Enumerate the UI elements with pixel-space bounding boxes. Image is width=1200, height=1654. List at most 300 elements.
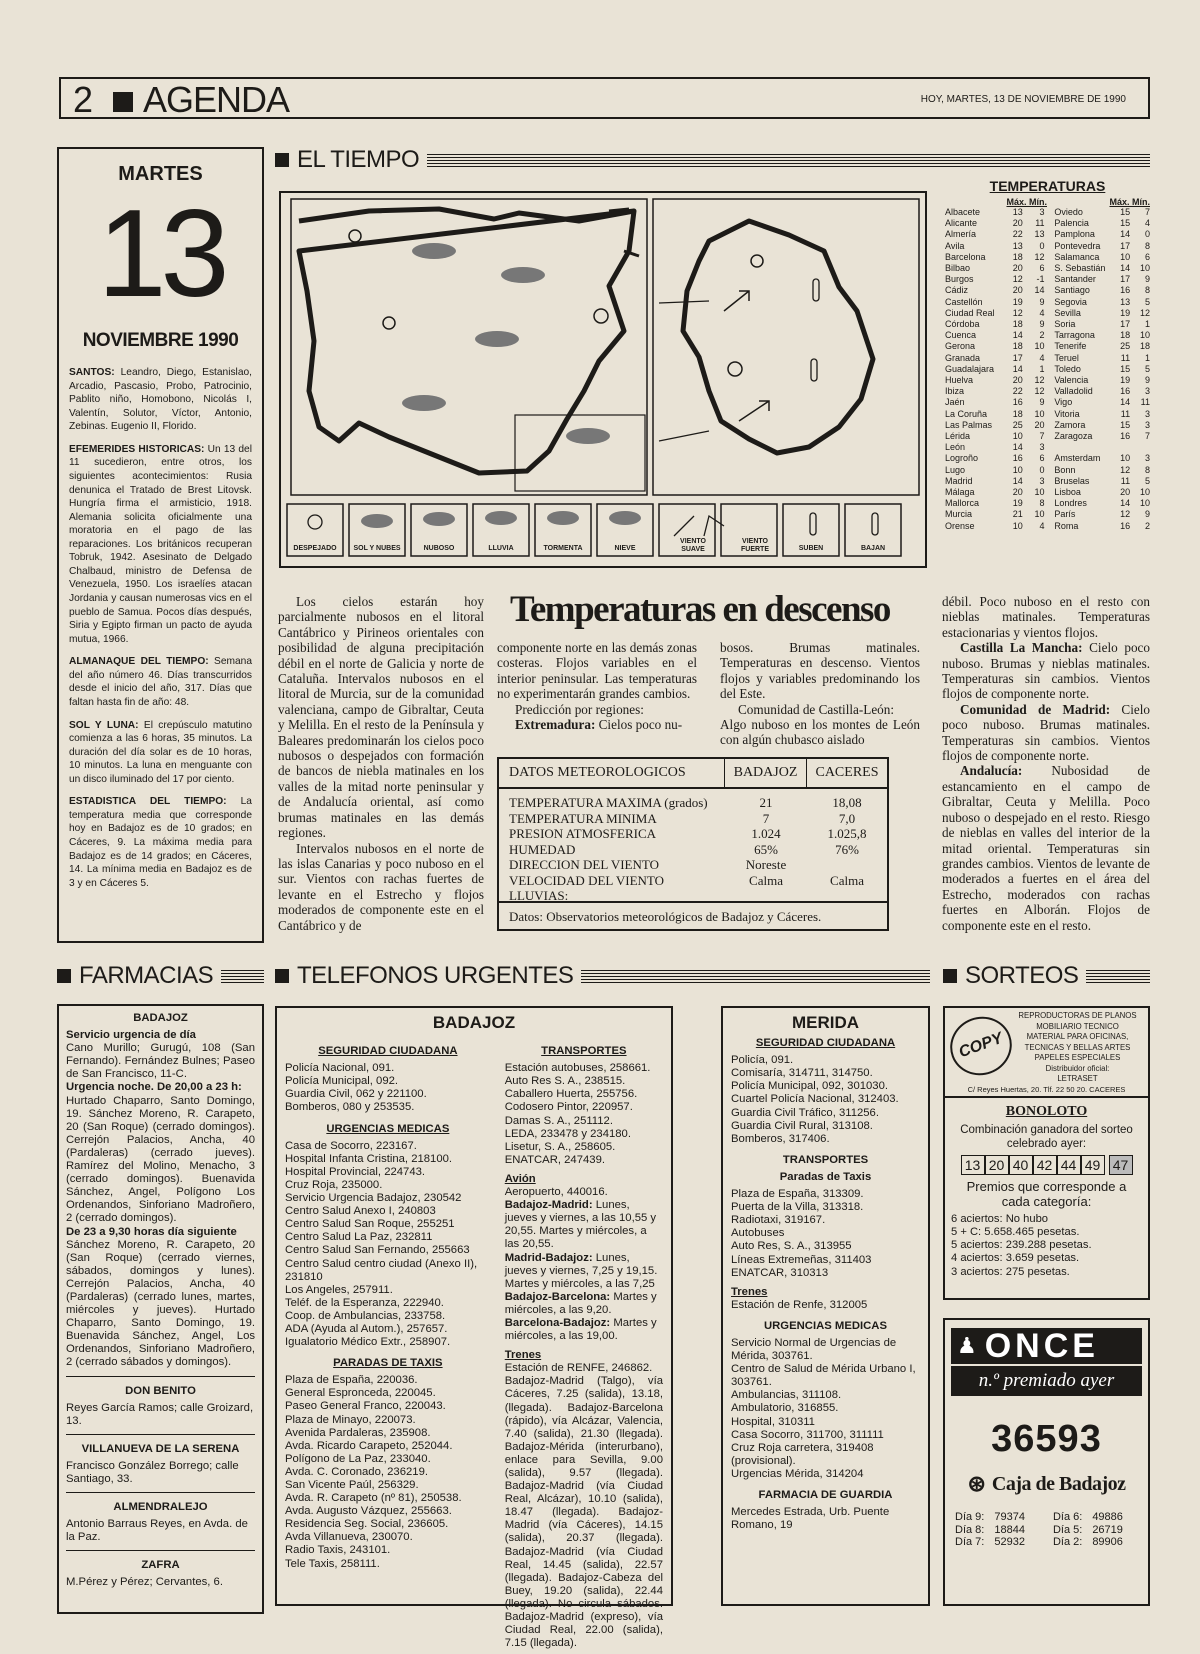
farmacias-header: FARMACIAS xyxy=(57,962,264,990)
dias-cell: Día 8: xyxy=(955,1523,985,1536)
list-item: ENATCAR, 310313 xyxy=(731,1266,829,1279)
farmacias-don-benito: DON BENITO xyxy=(125,1384,196,1397)
temp-cell: 2 xyxy=(1039,330,1045,341)
datos-badajoz: 7 xyxy=(762,810,770,826)
bonoloto-title: BONOLOTO xyxy=(1005,1103,1088,1119)
bonoloto-number: 47 xyxy=(1109,1155,1133,1175)
temp-cell: 14 xyxy=(1120,229,1131,240)
temp-cell: S. Sebastián xyxy=(1054,263,1106,274)
once-logo-icon: ♟ xyxy=(957,1333,977,1358)
list-item: Centro de Salud de Mérida Urbano I, 303761. xyxy=(731,1363,916,1389)
temp-gap xyxy=(1045,465,1055,476)
temp-cell: 13 xyxy=(1034,229,1045,240)
list-item: 5 aciertos: 239.288 pesetas. xyxy=(951,1239,1092,1252)
bonoloto-number: 42 xyxy=(1033,1155,1057,1175)
temp-cell: Roma xyxy=(1054,520,1079,531)
temp-cell: Vitoria xyxy=(1054,408,1080,419)
list-item: Policía Municipal, 092. xyxy=(285,1075,399,1088)
temp-cell: Madrid xyxy=(945,475,973,486)
datos-row xyxy=(499,795,887,811)
temp-cell: 1 xyxy=(1144,352,1150,363)
list-item: Bomberos, 317406. xyxy=(731,1132,830,1145)
temp-gap xyxy=(1045,431,1055,442)
temp-gap xyxy=(1045,297,1055,308)
temp-cell: Salamanca xyxy=(1054,251,1100,262)
weather-section-title: EL TIEMPO xyxy=(297,146,420,173)
temp-cell: 18 xyxy=(1012,251,1023,262)
list-item: Avda Villanueva, 230070. xyxy=(285,1531,413,1544)
temperatures-header: Máx. Mín. Máx. Mín. xyxy=(1006,197,1150,207)
temp-cell: Tenerife xyxy=(1054,341,1087,352)
temp-cell: Lisboa xyxy=(1054,487,1081,498)
temp-gap xyxy=(1045,274,1055,285)
datos-label: DIRECCION DEL VIENTO xyxy=(509,857,659,872)
temp-cell: Bonn xyxy=(1054,464,1076,475)
temp-row xyxy=(945,207,1150,218)
temp-cell: Granada xyxy=(945,352,981,363)
temp-cell: 10 xyxy=(1139,487,1150,498)
temp-cell xyxy=(1110,442,1130,453)
dias-cell: 52932 xyxy=(994,1536,1025,1548)
list-item: Auto Res, S. A., 313955 xyxy=(731,1240,852,1253)
dias-cell: 49886 xyxy=(1092,1511,1123,1523)
list-item: Hospital, 310311 xyxy=(731,1415,815,1428)
list-item: Polígono de La Paz, 233040. xyxy=(285,1452,431,1465)
temp-cell: 18 xyxy=(1012,408,1023,419)
dias-cell: 79374 xyxy=(994,1511,1025,1523)
temp-cell: Murcia xyxy=(945,509,973,520)
temp-gap xyxy=(1045,218,1055,229)
temp-cell: 17 xyxy=(1012,352,1023,363)
temp-cell: Ciudad Real xyxy=(945,307,995,318)
temp-cell: Barcelona xyxy=(945,251,986,262)
temp-cell: 12 xyxy=(1012,307,1023,318)
temp-cell: 10 xyxy=(1139,330,1150,341)
dias-cell: Día 5: xyxy=(1052,1523,1083,1536)
telefonos-merida-box: MERIDA SEGURIDAD CIUDADANA Policía, 091. Comisaría, 314711, 314750. Policía Municipal, 092, 301030. Cuartel Policía Nacional, 312403. Guardia Civil Tráfico, 311256. Guardia Civil Rural, 313108. Bomberos, 317406. TRANSPORTES Paradas de Taxis Plaza de España, 313309. Puerta de la Villa, 313318. Radiotaxi, 319167. Autobuses Auto Res, S. A., 313955 Líneas Extremeñas, 311403 ENATCAR, 310313 Trenes Estación de Renfe, 312005 URGENCIAS MEDICAS Servicio Normal de Urgencias de Mérida, 303761. Centro de Salud de Mérida Urbano I, 303761. Ambulancias, 311108. Ambulatorio, 316855. Hospital, 310311 Casa Socorro, 311700, 311111 Cruz Roja carretera, 319408 (provisional). Urgencias Mérida, 314204 FARMACIA DE GUARDIA Mercedes Estrada, Urb. Puente Romano, 19 xyxy=(721,1006,930,1606)
temp-cell: 12 xyxy=(1139,307,1150,318)
temp-gap xyxy=(1045,207,1055,218)
list-item: Lisetur, S. A., 258605. xyxy=(504,1140,616,1153)
weather-section-header xyxy=(275,146,1150,174)
temp-cell: Ibiza xyxy=(945,386,965,397)
temp-gap xyxy=(1045,375,1055,386)
temp-cell: 10 xyxy=(1120,251,1131,262)
list-item: 3 aciertos: 275 pesetas. xyxy=(951,1265,1070,1278)
temp-cell: 9 xyxy=(1039,319,1045,330)
once-banner xyxy=(951,1328,1142,1364)
farmacias-zafra: ZAFRA xyxy=(141,1559,180,1572)
temp-row xyxy=(945,297,1150,308)
list-item: Urgencias Mérida, 314204 xyxy=(731,1467,864,1480)
santos-paragraph: SANTOS: Leandro, Diego, Estanislao, Arcadio, Pascasio, Probo, Patrocinio, Pablito niño, Homobono, Nicolás I, Valentín, Solutor, Víctor, Antonio, Zebinas. Eugenio II, Florido. xyxy=(69,367,252,433)
farmacias-almendralejo: ALMENDRALEJO xyxy=(113,1501,208,1514)
temp-row xyxy=(945,498,1150,509)
temp-row xyxy=(945,431,1150,442)
list-item: Centro Salud San Roque, 255251 xyxy=(285,1218,455,1231)
temp-cell: 15 xyxy=(1120,218,1131,229)
datos-caceres: 18,08 xyxy=(832,795,862,810)
bonoloto-number: 40 xyxy=(1009,1155,1033,1175)
temp-cell: Castellón xyxy=(945,296,983,307)
temp-gap xyxy=(1045,364,1055,375)
temp-cell: Lérida xyxy=(945,431,971,442)
temp-cell: Toledo xyxy=(1054,363,1081,374)
temp-cell: 17 xyxy=(1120,319,1131,330)
copy-ad-address: C/ Reyes Huertas, 20. Tlf. 22 50 20. CACERES xyxy=(945,1085,1148,1098)
once-box xyxy=(943,1318,1150,1606)
list-item: Radio Taxis, 243101. xyxy=(285,1544,391,1557)
list-item: Tele Taxis, 258111. xyxy=(285,1557,380,1570)
temp-cell: 10 xyxy=(1012,431,1023,442)
list-item: Estación autobuses, 258661. xyxy=(504,1062,651,1075)
list-item: Avda. Ricardo Carapeto, 252044. xyxy=(285,1439,453,1452)
once-title: ONCE xyxy=(984,1326,1099,1365)
temp-cell: 11 xyxy=(1140,397,1150,408)
month-year: NOVIEMBRE 1990 xyxy=(82,330,239,351)
temp-row xyxy=(945,274,1150,285)
temp-cell: 22 xyxy=(1012,229,1023,240)
temp-gap xyxy=(1045,420,1055,431)
list-item: MOBILIARIO TECNICO xyxy=(1036,1021,1119,1031)
temp-cell: Bruselas xyxy=(1054,475,1090,486)
list-item: ADA (Ayuda al Autom.), 257657. xyxy=(285,1322,448,1335)
datos-badajoz: 21 xyxy=(759,795,773,810)
temp-cell: La Coruña xyxy=(945,408,988,419)
temp-cell: 13 xyxy=(1012,207,1023,217)
list-item: Radiotaxi, 319167. xyxy=(731,1214,826,1227)
list-item: Servicio Urgencia Badajoz, 230542 xyxy=(285,1192,462,1205)
temp-row xyxy=(945,353,1150,364)
temp-cell: 4 xyxy=(1039,352,1045,363)
temp-cell: 12 xyxy=(1120,464,1131,475)
temp-cell: 11 xyxy=(1035,218,1045,229)
list-item: Ambulatorio, 316855. xyxy=(731,1402,839,1415)
list-item: Plaza de España, 220036. xyxy=(285,1374,418,1387)
svg-text:FUERTE: FUERTE xyxy=(741,546,769,553)
datos-badajoz: Calma xyxy=(749,872,783,888)
temp-row xyxy=(945,397,1150,408)
list-item: Avda. C. Coronado, 236219. xyxy=(285,1465,428,1478)
temp-row xyxy=(945,285,1150,296)
temp-gap xyxy=(1045,498,1055,509)
dias-row xyxy=(955,1524,1133,1537)
dias-cell: Día 9: xyxy=(955,1511,985,1523)
temp-cell: 14 xyxy=(1012,330,1023,341)
temp-cell: Jaén xyxy=(945,397,965,408)
temp-cell: 14 xyxy=(1034,285,1045,296)
temp-cell: 19 xyxy=(1120,375,1131,386)
temp-cell: 19 xyxy=(1012,498,1023,509)
temp-cell: Huelva xyxy=(945,375,974,386)
datos-caceres: 1.025,8 xyxy=(827,826,867,841)
list-item: Servicio Normal de Urgencias de Mérida, 303761. xyxy=(731,1336,897,1363)
legend-bajan: BAJAN xyxy=(860,545,886,552)
list-item: Los Angeles, 257911. xyxy=(285,1283,393,1296)
list-item: Damas S. A., 251112. xyxy=(504,1114,613,1127)
temp-cell: 0 xyxy=(1039,240,1045,251)
weather-map xyxy=(279,191,927,568)
temp-row xyxy=(945,509,1150,520)
temp-cell: 15 xyxy=(1120,207,1131,217)
temp-gap xyxy=(1045,487,1055,498)
temperatures-table xyxy=(945,178,1150,532)
temp-row xyxy=(945,386,1150,397)
temp-row xyxy=(945,364,1150,375)
temp-cell: 18 xyxy=(1139,341,1150,352)
temp-gap xyxy=(1045,319,1055,330)
temp-row xyxy=(945,241,1150,252)
temp-row xyxy=(945,521,1150,532)
bonoloto-number: 13 xyxy=(961,1155,985,1175)
temp-cell: 10 xyxy=(1139,498,1150,509)
list-item: General Espronceda, 220045. xyxy=(285,1387,436,1400)
temp-row xyxy=(945,375,1150,386)
temp-cell: 13 xyxy=(1012,240,1023,251)
temp-cell: Valencia xyxy=(1054,375,1089,386)
list-item: 5 + C: 5.658.465 pesetas. xyxy=(951,1225,1080,1238)
telefonos-badajoz-col2: TRANSPORTES Estación autobuses, 258661. Auto Res S. A., 238515. Caballero Huerta, 255756. Codosero Pintor, 220957. Damas S. A., 251112. LEDA, 233478 y 234180. Lisetur, S. A., 258605. ENATCAR, 247439. Avión Aeropuerto, 440016. Badajoz-Madrid: Lunes, jueves y viernes, a las 10,55 y 20,55. Martes y miércoles, a las 20,55. Madrid-Badajoz: Lunes, jueves y viernes, 7,25 y 19,15. Martes y miércoles, a las 7,25 Badajoz-Barcelona: Martes y miércoles, a las 9,20. Barcelona-Badajoz: Martes y miércoles, a las 19,00. Trenes Estación de RENFE, 246862. Badajoz-Madrid (Talgo), vía Cáceres, 7.25 (salida), 13.18, (llegada). Badajoz-Barcelona (rápido), vía Alcázar, Valencia, 7.40 (salida), 21.30 (llegada). Badajoz-Mérida (interurbano), enlace para Sevilla, 9.00 (salida), 9.57 (llegada). Badajoz-Madrid (vía Ciudad Real, Alcázar), 10.10 (salida), 18.47 (llegada). Badajoz-Madrid (vía Cáceres), 14.15 (salida), 20.37 (llegada). Badajoz-Madrid (vía Ciudad Real, 14.45 (salida), 22.57 (llegada). Badajoz-Cabeza del Buey, 19.20 (salida), 22.44 (llegada). No circula sábados. Badajoz-Madrid (expreso), vía Ciudad Real, 22.00 (salida), 7.15 (llegada). xyxy=(504,1045,663,1650)
temp-cell: 16 xyxy=(1120,520,1131,531)
temp-cell: Vigo xyxy=(1054,397,1073,408)
temp-cell: Avila xyxy=(945,240,965,251)
temp-cell: 14 xyxy=(1120,263,1131,274)
datos-label: TEMPERATURA MINIMA xyxy=(509,810,657,826)
temp-cell: Tarragona xyxy=(1054,330,1095,341)
legend-nuboso: NUBOSO xyxy=(423,545,455,552)
temp-gap xyxy=(1045,285,1055,296)
square-bullet-icon xyxy=(275,153,289,167)
temp-cell: Santander xyxy=(1054,274,1096,285)
list-item: MATERIAL PARA OFICINAS, xyxy=(1026,1032,1129,1041)
datos-row xyxy=(499,842,887,858)
list-item: Casa Socorro, 311700, 311111 xyxy=(731,1428,884,1441)
list-item: ENATCAR, 247439. xyxy=(504,1153,605,1166)
list-item: Hospital Infanta Cristina, 218100. xyxy=(285,1152,453,1165)
datos-caceres: 76% xyxy=(835,841,859,857)
square-bullet-icon xyxy=(943,969,957,983)
temp-cell: 12 xyxy=(1034,375,1045,386)
datos-label: PRESION ATMOSFERICA xyxy=(509,826,657,841)
temp-cell: 9 xyxy=(1144,375,1150,386)
list-item: LEDA, 233478 y 234180. xyxy=(504,1127,631,1140)
list-item: San Vicente Paúl, 256329. xyxy=(285,1479,419,1491)
temp-row xyxy=(945,330,1150,341)
temp-cell: 17 xyxy=(1120,240,1131,251)
dias-cell: Día 2: xyxy=(1052,1536,1083,1548)
temp-gap xyxy=(1045,521,1055,532)
temp-cell: 12 xyxy=(1012,274,1023,285)
temp-cell: Soria xyxy=(1054,319,1076,330)
temp-cell: 6 xyxy=(1039,263,1045,274)
temp-cell xyxy=(1054,442,1110,453)
legend-suben: SUBEN xyxy=(798,545,824,552)
temp-row xyxy=(945,229,1150,240)
temp-cell: Cádiz xyxy=(945,285,969,296)
temp-gap xyxy=(1045,397,1055,408)
temp-cell: 16 xyxy=(1012,453,1023,464)
caja-badajoz-logo: ⊛ Caja de Badajoz xyxy=(967,1471,1126,1496)
weather-map-graphic xyxy=(279,191,927,568)
temp-cell: 0 xyxy=(1039,464,1045,475)
temp-row xyxy=(945,409,1150,420)
legend-tormenta: TORMENTA xyxy=(543,545,583,552)
page-number: 2 xyxy=(73,79,94,120)
temp-cell: 9 xyxy=(1039,397,1045,408)
temp-cell: 5 xyxy=(1144,363,1150,374)
temp-cell: Guadalajara xyxy=(945,363,995,374)
temp-cell: 3 xyxy=(1039,207,1045,217)
temp-cell: 11 xyxy=(1120,352,1131,363)
square-bullet-icon xyxy=(275,969,289,983)
list-item: Ambulancias, 311108. xyxy=(731,1389,842,1402)
bonoloto-numbers xyxy=(945,1155,1148,1175)
efemerides-paragraph: EFEMERIDES HISTORICAS: Un 13 del 11 sucedieron, entre otros, los siguientes acontecimientos: Rusia denunica el Tratado de Brest Litovsk. Hungría firma el armisticio, 1918. Alemania solicita oficialmente una moratoria en el pago de las reparaciones. Los británicos recuperan Tobruk, 1942. Asesinato de Delgado Chalbaud, ministro de Defensa de Venezuela, 1950. Los israelíes atacan Jordania y causan numerosas vics en el pueblo de Samua. Pocos días después, Siria y Egipto firman un pacto de ayuda mutua, 1966. xyxy=(69,443,252,645)
temp-cell: 6 xyxy=(1039,453,1045,464)
farmacias-villanueva: VILLANUEVA DE LA SERENA xyxy=(81,1442,240,1455)
day-of-week: MARTES xyxy=(118,163,203,185)
square-bullet-icon xyxy=(113,92,133,112)
svg-text:SUAVE: SUAVE xyxy=(681,546,705,553)
list-item: Guardia Civil, 062 y 221100. xyxy=(285,1088,427,1101)
temp-cell: Amsterdam xyxy=(1054,453,1101,464)
temp-cell: 7 xyxy=(1144,207,1150,217)
temp-cell: 3 xyxy=(1144,408,1150,419)
hatch-rule xyxy=(1086,969,1150,983)
telefonos-merida-title: MERIDA xyxy=(791,1013,860,1032)
list-item: Distribuidor oficial: xyxy=(1045,1063,1110,1073)
temp-cell: 4 xyxy=(1039,520,1045,531)
temp-cell: 4 xyxy=(1144,218,1150,229)
temp-cell: 25 xyxy=(1012,419,1023,430)
temp-cell: 10 xyxy=(1034,487,1045,498)
temp-row xyxy=(945,218,1150,229)
list-item: LETRASET xyxy=(1057,1074,1098,1083)
temp-cell: 16 xyxy=(1012,397,1023,408)
article-col-3: bosos. Brumas matinales. Temperaturas en descenso. Vientos flojos y variables predominando los del Este. Comunidad de Castilla-León: Algo nuboso en los montes de León con algún chubasco aislado xyxy=(720,640,920,748)
list-item: Bomberos, 080 y 253535. xyxy=(285,1101,415,1114)
temp-cell: 13 xyxy=(1120,296,1131,307)
copy-logo: COPY xyxy=(942,1008,1020,1084)
list-item: Caballero Huerta, 255756. xyxy=(504,1088,638,1101)
temp-cell: 18 xyxy=(1012,319,1023,330)
dias-cell: 89906 xyxy=(1092,1536,1123,1548)
datos-caceres: 7,0 xyxy=(838,810,856,826)
temp-cell: 19 xyxy=(1012,296,1023,307)
temp-gap xyxy=(1045,476,1055,487)
square-bullet-icon xyxy=(57,969,71,983)
datos-row xyxy=(499,811,887,827)
temp-gap xyxy=(1045,353,1055,364)
temp-cell: 15 xyxy=(1120,363,1131,374)
temp-cell: 16 xyxy=(1120,386,1131,397)
temp-cell: 7 xyxy=(1144,431,1150,442)
temp-cell: 16 xyxy=(1120,285,1131,296)
hatch-rule xyxy=(221,969,264,983)
bonoloto-text: Combinación ganadora del sorteo celebrado ayer: xyxy=(960,1123,1133,1150)
temp-cell: León xyxy=(945,442,966,453)
temp-cell: Segovia xyxy=(1054,296,1087,307)
temp-cell: 10 xyxy=(1034,341,1045,352)
datos-badajoz: 65% xyxy=(754,841,778,857)
datos-rows xyxy=(499,789,887,904)
temp-cell: Orense xyxy=(945,520,975,531)
list-item: Puerta de la Villa, 313318. xyxy=(731,1201,864,1214)
dias-cell: Día 6: xyxy=(1052,1511,1083,1523)
list-item: Casa de Socorro, 223167. xyxy=(285,1139,417,1152)
masthead xyxy=(59,77,1150,119)
temp-cell: 12 xyxy=(1120,509,1131,520)
hatch-rule xyxy=(427,153,1150,167)
list-item: Paseo General Franco, 220043. xyxy=(285,1400,446,1413)
article-col-2: componente norte en las demás zonas costeras. Flojos variables en el interior peninsular. Las temperaturas no experimentarán grandes cambios. Predicción por regiones: Extremadura: Cielos poco nu- xyxy=(497,640,697,733)
temp-cell: 6 xyxy=(1144,251,1150,262)
temp-cell: 10 xyxy=(1012,464,1023,475)
temp-cell: 14 xyxy=(1012,475,1023,486)
datos-badajoz: Noreste xyxy=(745,857,787,872)
temp-cell: 17 xyxy=(1120,274,1131,285)
temp-cell: Logroño xyxy=(945,453,979,464)
temp-gap xyxy=(1045,252,1055,263)
legend-viento-fuerte: VIENTO xyxy=(742,538,768,545)
temp-row xyxy=(945,476,1150,487)
bonoloto-number: 49 xyxy=(1081,1155,1105,1175)
datos-footer: Datos: Observatorios meteorológicos de Badajoz y Cáceres. xyxy=(499,901,887,929)
temp-cell: Oviedo xyxy=(1054,207,1083,217)
sorteos-box xyxy=(943,1006,1150,1300)
dateline: HOY, MARTES, 13 DE NOVIEMBRE DE 1990 xyxy=(920,94,1126,105)
list-item: Centro Salud centro ciudad (Anexo II), 231810 xyxy=(285,1257,478,1283)
dias-row xyxy=(955,1511,1133,1524)
temp-gap xyxy=(1045,330,1055,341)
day-number: 13 xyxy=(97,185,224,323)
list-item: Avenida Pardaleras, 235908. xyxy=(285,1426,431,1439)
temp-cell: Burgos xyxy=(945,274,974,285)
list-item: Policía Municipal, 092, 301030. xyxy=(731,1080,889,1093)
copy-ad xyxy=(945,1008,1148,1085)
temp-cell: Cuenca xyxy=(945,330,977,341)
list-item: Autobuses xyxy=(731,1227,785,1240)
list-item: Auto Res S. A., 238515. xyxy=(504,1075,626,1088)
temp-cell: 12 xyxy=(1034,251,1045,262)
temp-row xyxy=(945,263,1150,274)
article-col-4: débil. Poco nuboso en el resto con nieblas matinales. Temperaturas estacionarias y vientos flojos. Castilla La Mancha: Cielo poco nuboso. Brumas y nieblas matinales. Temperaturas sin cambios. Vientos flojos de componente norte. Comunidad de Madrid: Cielo poco nuboso. Brumas matinales. Temperaturas sin cambios. Vientos flojos de componente norte. Andalucía: Nubosidad de estancamiento en el campo de Gibraltar, Ceuta y Melilla. Poco nuboso o despejado en el resto. Riesgo de nieblas en valles del interior de la mitad oriental. Temperaturas sin grandes cambios. Vientos de levante de moderados a fuertes en el área del Estrecho, moderados con rachas fuertes en Alborán. Flojos de componente este en el resto. xyxy=(942,594,1151,933)
bonoloto-number: 20 xyxy=(985,1155,1009,1175)
temp-cell: Londres xyxy=(1054,498,1087,509)
dias-cell: 18844 xyxy=(994,1523,1025,1536)
temp-cell: 15 xyxy=(1120,419,1131,430)
temp-cell: 14 xyxy=(1120,397,1131,408)
article-col-1: Los cielos estarán hoy parcialmente nubosos en el litoral Cantábrico y Pirineos orientales con posibilidad de alguna precipitación débil en el norte de Galicia y norte de Cataluña. Intervalos nubosos en el litoral de Murcia, sur de la comunidad valenciana, campo de Gibraltar, Ceuta y Melilla. En el resto de la Península y Baleares predominarán los cielos poco nubosos o despejados con formación de bancos de niebla matinales en los valles de la mitad norte peninsular y de Andalucía oriental, así como brumas matinales en las demás regiones. Intervalos nubosos en el norte de las islas Canarias y poco nuboso en el sur. Vientos con rachas fuertes de levante en el Estrecho y flojos moderados de componente este en el Cantábrico y de xyxy=(278,594,484,933)
list-item: Policía Nacional, 091. xyxy=(285,1062,395,1075)
temp-cell: 10 xyxy=(1012,520,1023,531)
temp-gap xyxy=(1045,229,1055,240)
temp-cell: 5 xyxy=(1144,296,1150,307)
section-title: AGENDA xyxy=(143,79,290,120)
temp-cell: Pamplona xyxy=(1054,229,1095,240)
temp-cell: 20 xyxy=(1012,263,1023,274)
datos-row xyxy=(499,857,887,873)
temp-cell: Valladolid xyxy=(1054,386,1093,397)
list-item: REPRODUCTORAS DE PLANOS xyxy=(1018,1011,1137,1020)
temp-cell: 18 xyxy=(1120,330,1131,341)
hatch-rule xyxy=(581,969,930,983)
sorteos-header: SORTEOS xyxy=(943,962,1150,990)
datos-label: TEMPERATURA MAXIMA (grados) xyxy=(509,795,708,810)
temp-cell: 2 xyxy=(1144,520,1150,531)
temp-row xyxy=(945,465,1150,476)
list-item: Hospital Provincial, 224743. xyxy=(285,1165,426,1178)
